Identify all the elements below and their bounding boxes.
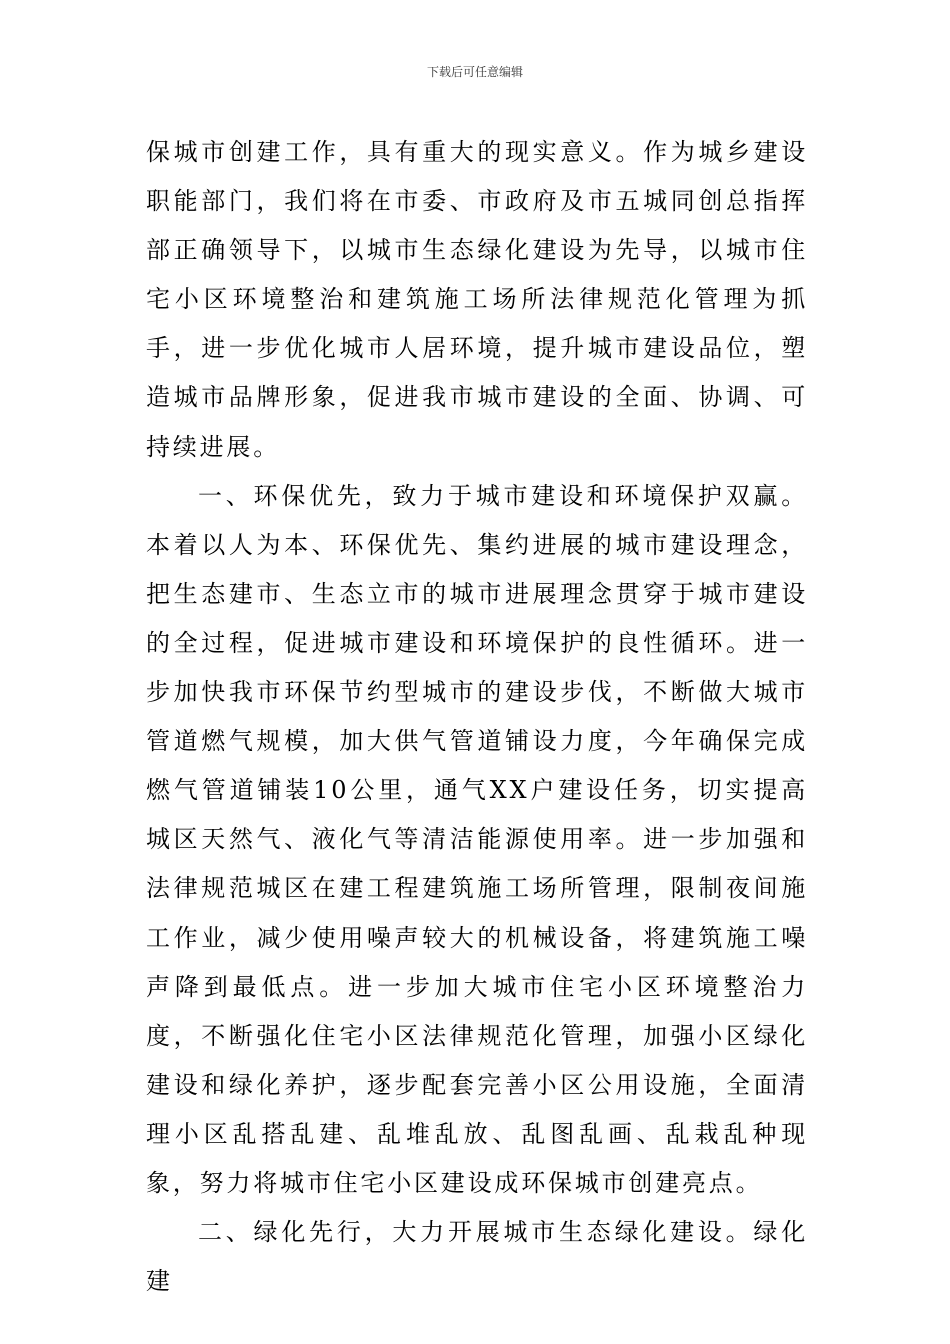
paragraph-3: 二、绿化先行，大力开展城市生态绿化建设。绿化建 [146,1218,808,1296]
paragraph-1: 保城市创建工作，具有重大的现实意义。作为城乡建设职能部门，我们将在市委、市政府及市五城同创总指挥部正确领导下，以城市生态绿化建设为先导，以城市住宅小区环境整治和建筑施工场所法律规范化管理为抓手，进一步优化城市人居环境，提升城市建设品位，塑造城市品牌形象，促进我市城市建设的全面、协调、可持续进展。 [146,138,808,461]
page-header-note: 下载后可任意编辑 [426,65,523,79]
paragraph-2: 一、环保优先，致力于城市建设和环境保护双赢。本着以人为本、环保优先、集约进展的城市建设理念，把生态建市、生态立市的城市进展理念贯穿于城市建设的全过程，促进城市建设和环境保护的良性循环。进一步加快我市环保节约型城市的建设步伐，不断做大城市管道燃气规模，加大供气管道铺设力度，今年确保完成燃气管道铺装10公里，通气XX户建设任务，切实提高城区天然气、液化气等清洁能源使用率。进一步加强和法律规范城区在建工程建筑施工场所管理，限制夜间施工作业，减少使用噪声较大的机械设备，将建筑施工噪声降到最低点。进一步加大城市住宅小区环境整治力度，不断强化住宅小区法律规范化管理，加强小区绿化建设和绿化养护，逐步配套完善小区公用设施，全面清理小区乱搭乱建、乱堆乱放、乱图乱画、乱栽乱种现象，努力将城市住宅小区建设成环保城市创建亮点。 [146,481,808,1197]
document-body [146,128,808,1306]
